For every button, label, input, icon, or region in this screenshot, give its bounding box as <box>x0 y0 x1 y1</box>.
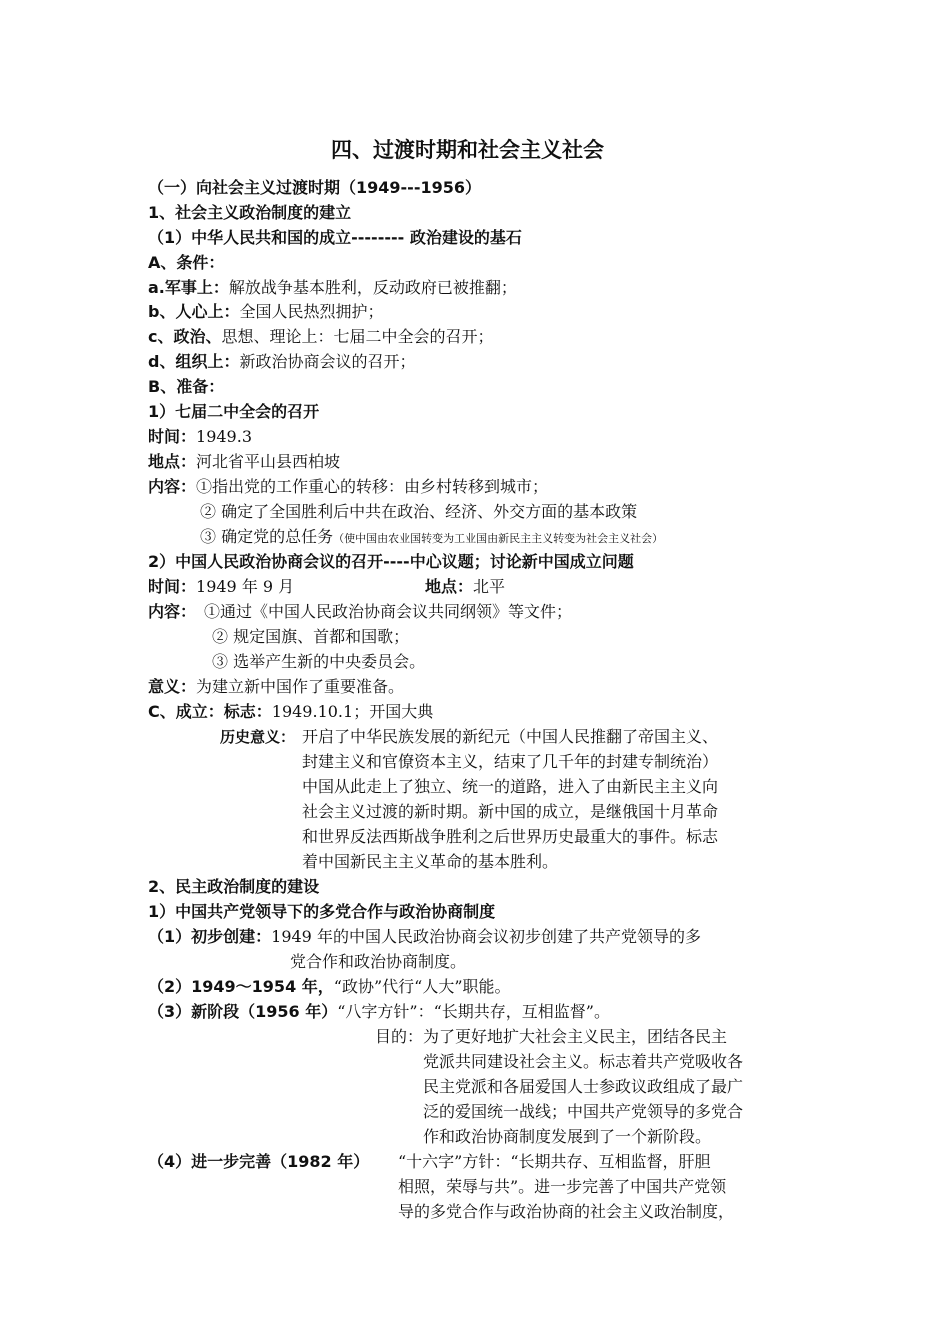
prep1-content <box>148 475 548 499</box>
prep1-item-2: ② 确定了全国胜利后中共在政治、经济、外交方面的基本政策 <box>200 502 638 521</box>
condition-a <box>148 276 517 300</box>
stage3-text: “八字方针”：“长期共存，互相监督”。 <box>337 1002 610 1021</box>
historical-line-3: 中国从此走上了独立、统一的道路，进入了由新民主主义向 <box>302 777 719 796</box>
stage3 <box>148 1000 610 1024</box>
stage4-label: （4）进一步完善（1982 年） <box>148 1152 370 1171</box>
stage4-line-2: 相照，荣辱与共”。进一步完善了中国共产党领 <box>398 1177 727 1196</box>
historical-line-4: 社会主义过渡的新时期。新中国的成立，是继俄国十月革命 <box>302 802 719 821</box>
purpose-line-1: 为了更好地扩大社会主义民主，团结各民主 <box>423 1027 728 1046</box>
part2-sub1: 1）中国共产党领导下的多党合作与政治协商制度 <box>148 902 496 921</box>
historical-line-2: 封建主义和官僚资本主义，结束了几千年的封建专制统治） <box>302 752 719 771</box>
historical-line-6: 着中国新民主主义革命的基本胜利。 <box>302 852 559 871</box>
prep2-place-value: 北平 <box>473 577 506 596</box>
conditions-heading: A、条件： <box>148 253 225 272</box>
prep1-item-3-note: （使中国由农业国转变为工业国由新民主主义转变为社会主义社会） <box>333 532 664 545</box>
prep1-item-3-text: ③ 确定党的总任务 <box>200 527 334 546</box>
prep2-meaning-label: 意义： <box>148 677 197 696</box>
stage3-label: （3）新阶段（1956 年） <box>148 1002 338 1021</box>
founding-sign-label: 标志： <box>223 702 272 721</box>
purpose-line-2: 党派共同建设社会主义。标志着共产党吸收各 <box>423 1052 744 1071</box>
prep2-item-1: ①通过《中国人民政治协商会议共同纲领》等文件； <box>204 602 573 621</box>
prep2-content-label: 内容： <box>148 602 197 621</box>
historical-line-5: 和世界反法西斯战争胜利之后世界历史最重大的事件。标志 <box>302 827 719 846</box>
prep2-item-3: ③ 选举产生新的中央委员会。 <box>212 652 426 671</box>
prep1-place-label: 地点： <box>148 452 197 471</box>
condition-a-label: a.军事上： <box>148 278 229 297</box>
part1-sub1: （1）中华人民共和国的成立-------- 政治建设的基石 <box>148 228 522 247</box>
purpose-label: 目的： <box>375 1027 424 1046</box>
stage1-line-2: 党合作和政治协商制度。 <box>290 952 467 971</box>
stage4-line-1: “十六字”方针：“长期共存、互相监督，肝胆 <box>398 1152 711 1171</box>
condition-c <box>148 325 494 349</box>
prep1-place <box>148 450 340 474</box>
prep1-item-3 <box>200 525 663 551</box>
prep2-place-label: 地点： <box>425 577 474 596</box>
condition-d <box>148 350 415 374</box>
prep1-time-value: 1949.3 <box>196 427 252 446</box>
prep2-meaning <box>148 675 404 699</box>
stage2 <box>148 975 511 999</box>
founding-label: C、成立： <box>148 702 224 721</box>
purpose-line-3: 民主党派和各届爱国人士参政议政组成了最广 <box>423 1077 744 1096</box>
prep1-content-label: 内容： <box>148 477 197 496</box>
stage1-line-1: 1949 年的中国人民政治协商会议初步创建了共产党领导的多 <box>271 927 701 946</box>
condition-b <box>148 300 383 324</box>
prep1-time <box>148 425 252 449</box>
prep2-item-2: ② 规定国旗、首都和国歌； <box>212 627 410 646</box>
founding-line <box>148 700 433 724</box>
prep1-heading: 1）七届二中全会的召开 <box>148 402 320 421</box>
founding-sign-text: 1949.10.1；开国大典 <box>271 702 434 721</box>
prep1-time-label: 时间： <box>148 427 197 446</box>
prep2-time-label: 时间： <box>148 577 197 596</box>
purpose-line-4: 泛的爱国统一战线；中国共产党领导的多党合 <box>423 1102 744 1121</box>
purpose-line-5: 作和政治协商制度发展到了一个新阶段。 <box>423 1127 712 1146</box>
prep2-meaning-text: 为建立新中国作了重要准备。 <box>196 677 405 696</box>
stage1-label: （1）初步创建： <box>148 927 272 946</box>
condition-d-label: d、组织上： <box>148 352 240 371</box>
prep2-place <box>425 575 505 599</box>
purpose <box>375 1025 727 1049</box>
condition-c-label: c、政治、 <box>148 327 222 346</box>
prep2-heading: 2）中国人民政治协商会议的召开----中心议题；讨论新中国成立问题 <box>148 552 634 571</box>
stage2-label: （2）1949～1954 年， <box>148 977 334 996</box>
condition-b-label: b、人心上： <box>148 302 240 321</box>
page-title: 四、过渡时期和社会主义社会 <box>331 138 604 162</box>
part1-heading: 1、社会主义政治制度的建立 <box>148 203 352 222</box>
prep2-content <box>148 600 572 624</box>
part2-heading: 2、民主政治制度的建设 <box>148 877 320 896</box>
prep2-time-value: 1949 年 9 月 <box>196 577 295 596</box>
stage1 <box>148 925 701 949</box>
condition-c-text: 七届二中全会的召开； <box>333 327 494 346</box>
stage4-line-3: 导的多党合作与政治协商的社会主义政治制度， <box>398 1202 735 1221</box>
condition-d-text: 新政治协商会议的召开； <box>239 352 416 371</box>
stage2-text: “政协”代行“人大”职能。 <box>333 977 511 996</box>
preparation-heading: B、准备： <box>148 377 225 396</box>
historical-line-1: 开启了中华民族发展的新纪元（中国人民推翻了帝国主义、 <box>302 727 719 746</box>
condition-c-mid: 思想、理论上： <box>221 327 334 346</box>
prep1-item-1: ①指出党的工作重心的转移：由乡村转移到城市； <box>196 477 549 496</box>
prep2-time <box>148 575 294 599</box>
condition-b-text: 全国人民热烈拥护； <box>239 302 384 321</box>
historical-significance-label: 历史意义： <box>220 728 296 746</box>
section-heading: （一）向社会主义过渡时期（1949---1956） <box>148 178 481 197</box>
condition-a-text: 解放战争基本胜利，反动政府已被推翻； <box>228 278 517 297</box>
prep1-place-value: 河北省平山县西柏坡 <box>196 452 341 471</box>
